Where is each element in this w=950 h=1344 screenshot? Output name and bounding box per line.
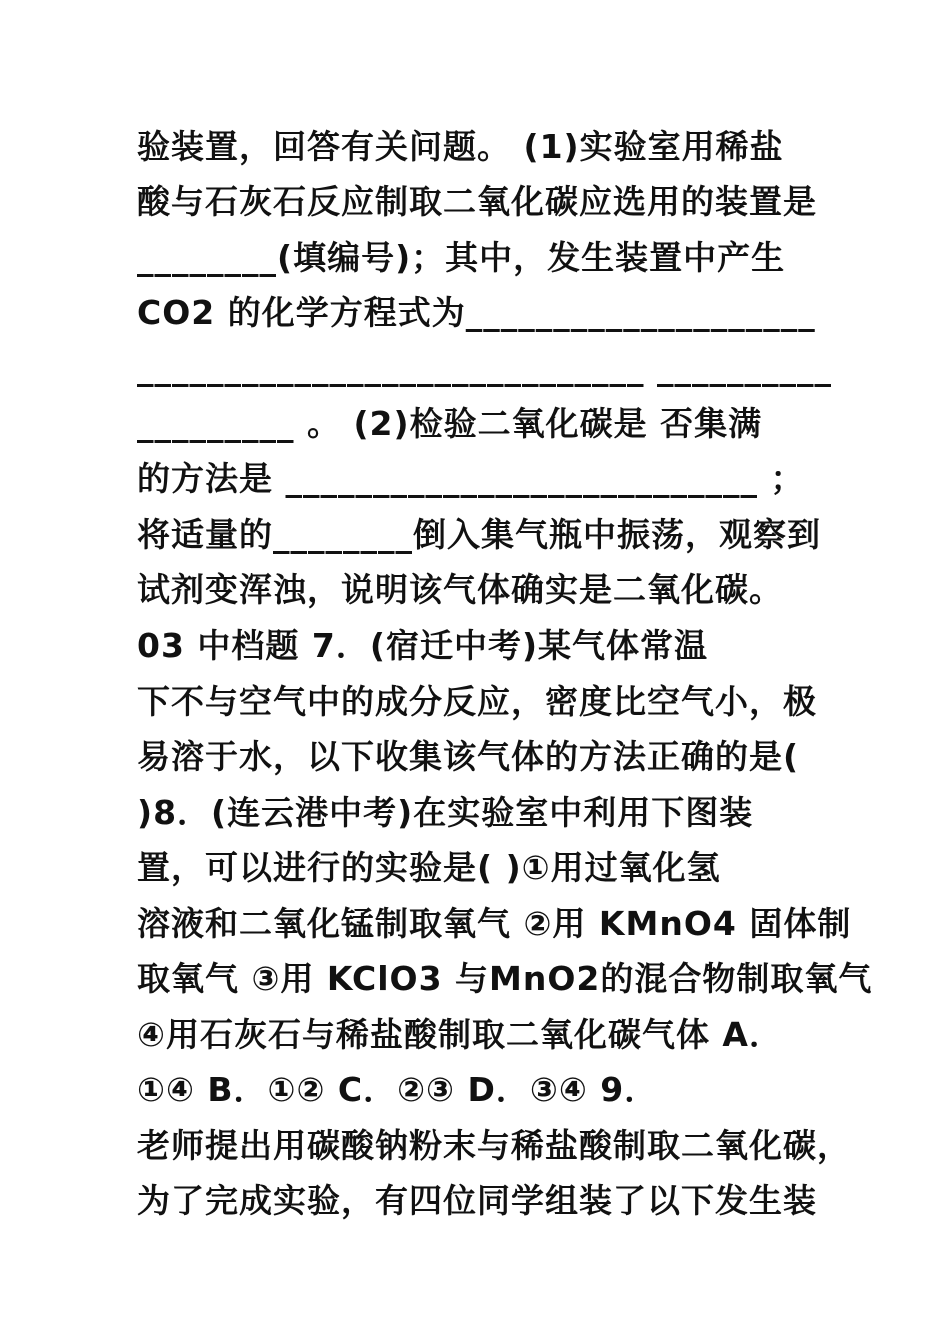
text-line: 易溶于水，以下收集该气体的方法正确的是( xyxy=(137,737,800,776)
text-line: CO2 的化学方程式为____________________ xyxy=(137,293,816,332)
text-line: 试剂变浑浊，说明该气体确实是二氧化碳。 xyxy=(137,570,783,609)
text-line: 下不与空气中的成分反应，密度比空气小，极 xyxy=(137,682,817,721)
text-line: _____________________________ __________ xyxy=(137,348,832,387)
text-line: 将适量的________倒入集气瓶中振荡，观察到 xyxy=(137,515,821,554)
text-line: 置，可以进行的实验是( )①用过氧化氢 xyxy=(137,848,721,887)
text-line: 03 中档题 7．(宿迁中考)某气体常温 xyxy=(137,626,709,665)
text-line: 验装置，回答有关问题。 (1)实验室用稀盐 xyxy=(137,127,784,166)
text-line: ④用石灰石与稀盐酸制取二氧化碳气体 A． xyxy=(137,1015,783,1054)
text-line: ________(填编号)；其中，发生装置中产生 xyxy=(137,238,786,277)
text-line: 为了完成实验，有四位同学组装了以下发生装 xyxy=(137,1181,817,1220)
text-line: )8．(连云港中考)在实验室中利用下图装 xyxy=(137,793,754,832)
text-line: ①④ B．①② C．②③ D．③④ 9． xyxy=(137,1070,659,1109)
text-line: 的方法是 ___________________________ ； xyxy=(137,459,805,498)
text-line: _________ 。 (2)检验二氧化碳是 否集满 xyxy=(137,404,763,443)
text-line: 取氧气 ③用 KClO3 与MnO2的混合物制取氧气 xyxy=(137,959,873,998)
text-line: 溶液和二氧化锰制取氧气 ②用 KMnO4 固体制 xyxy=(137,904,852,943)
text-line: 老师提出用碳酸钠粉末与稀盐酸制取二氧化碳， xyxy=(137,1126,851,1165)
text-line: 酸与石灰石反应制取二氧化碳应选用的装置是 xyxy=(137,182,817,221)
